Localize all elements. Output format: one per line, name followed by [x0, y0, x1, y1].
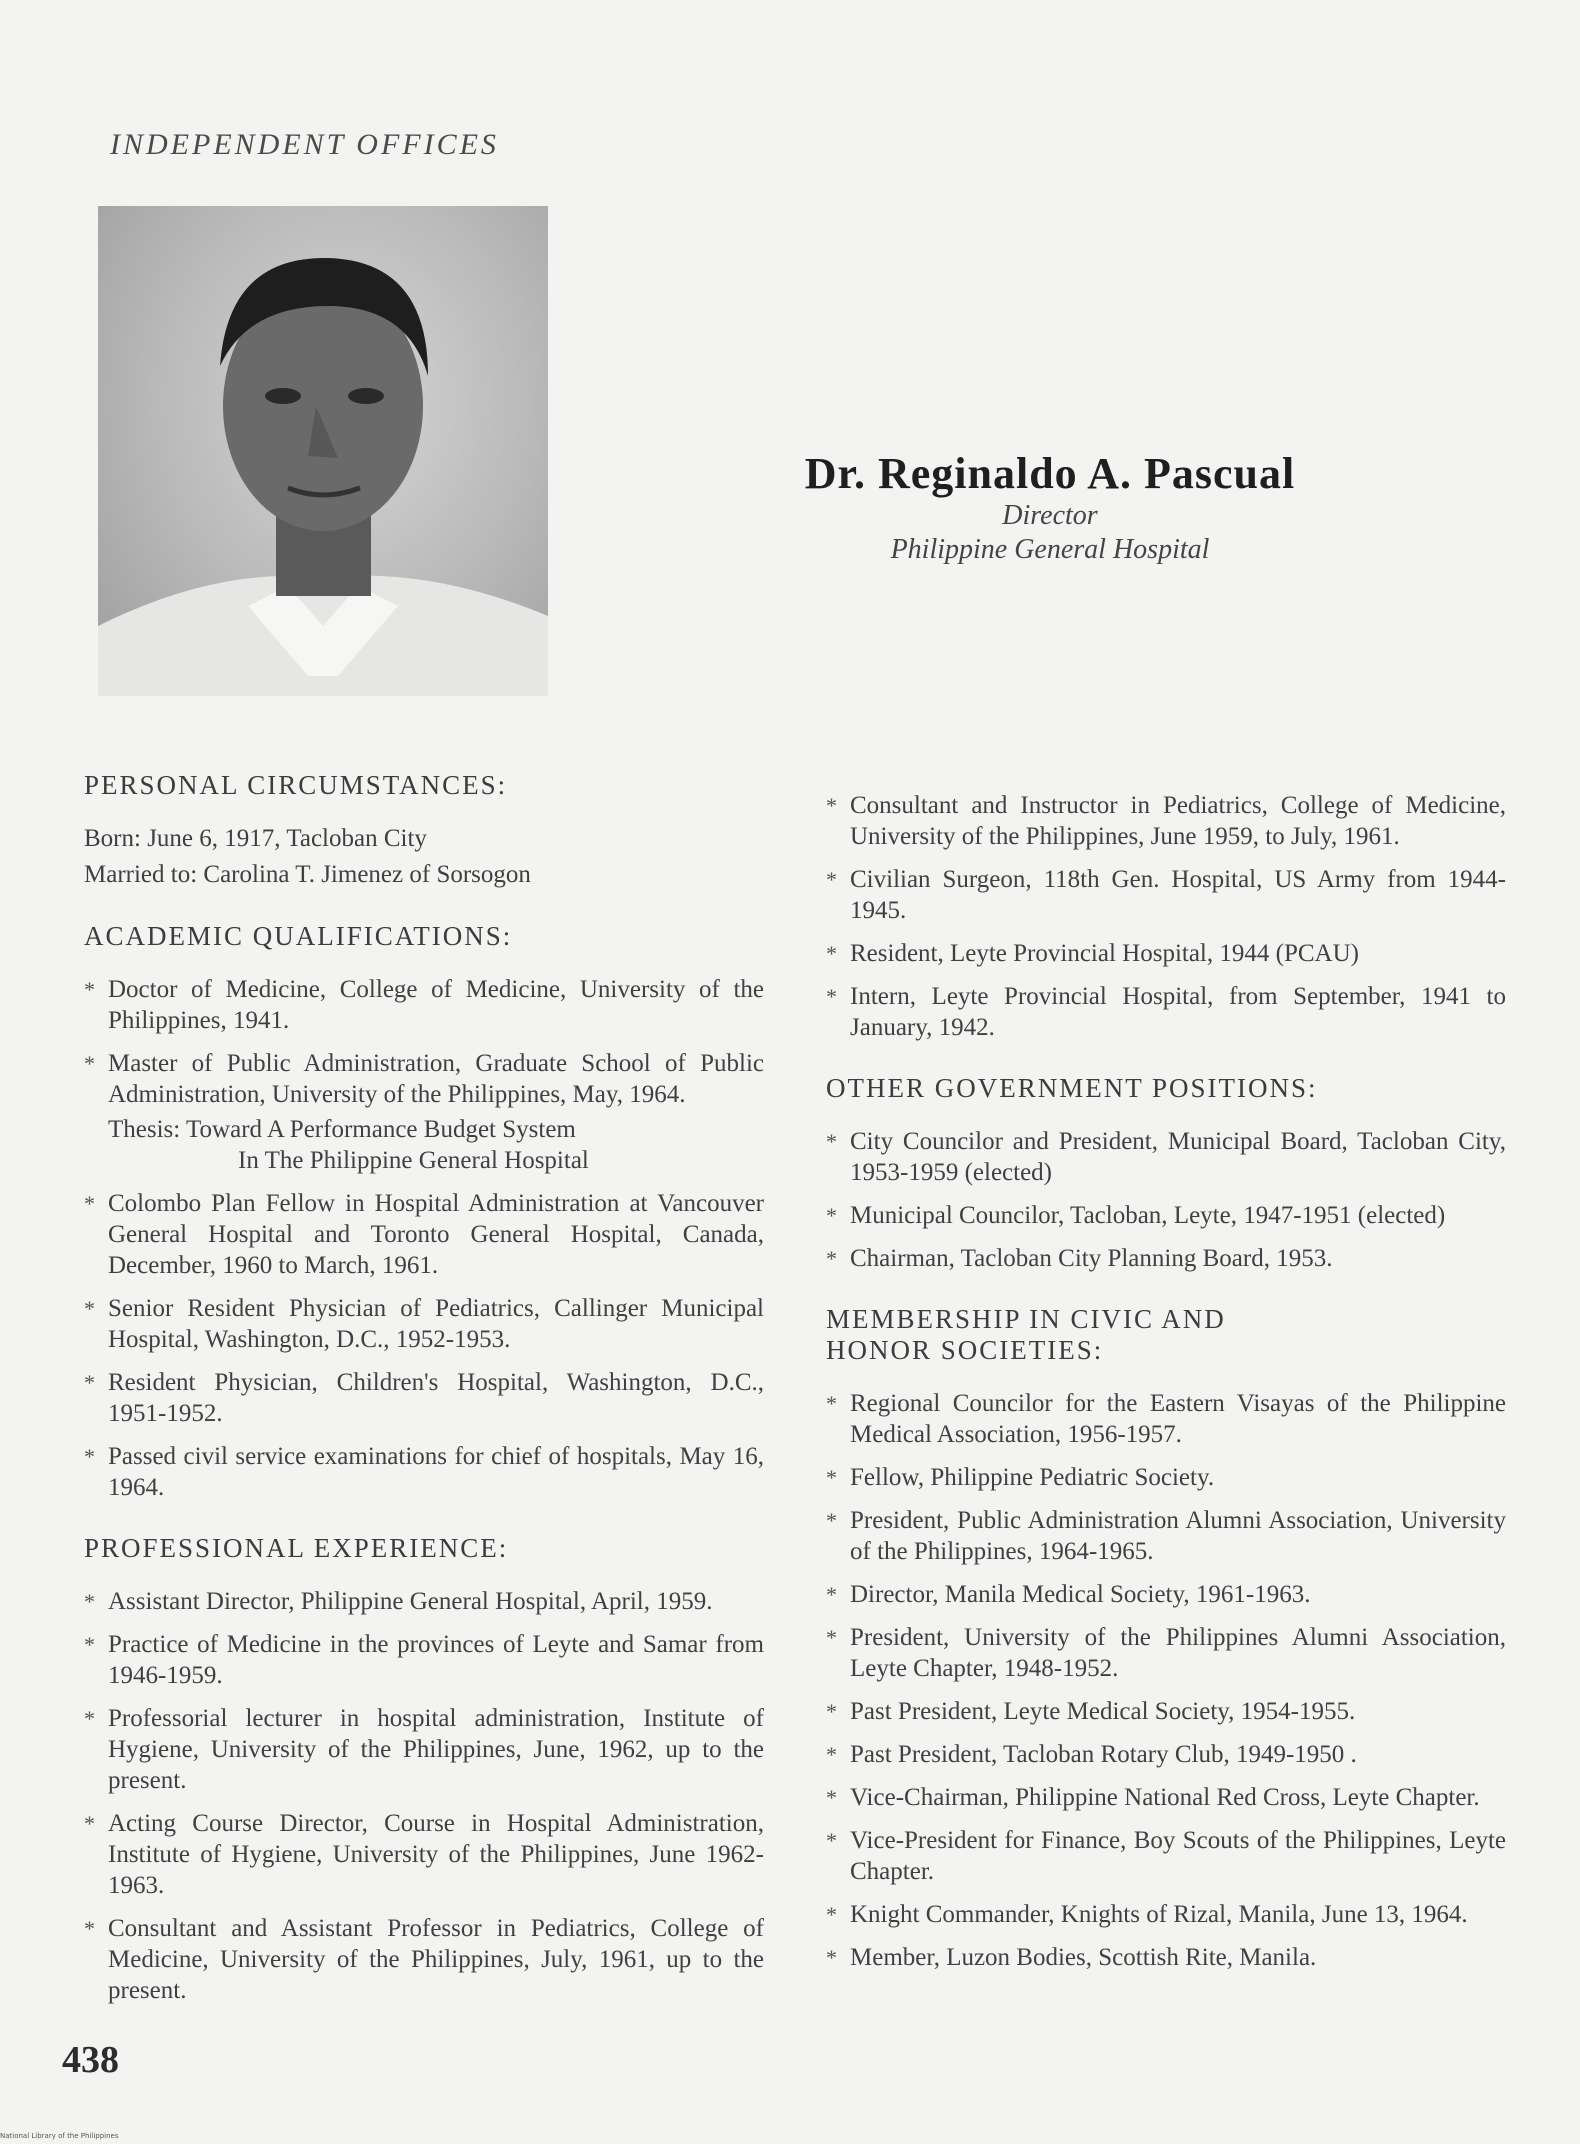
list-item: * Assistant Director, Philippine General Hospital, April, 1959. — [84, 1586, 764, 1617]
list-item: * Consultant and Instructor in Pediatrics, College of Medicine, University of the Philippines, June 1959, to July, 1961. — [826, 790, 1506, 852]
list-item: * Regional Councilor for the Eastern Visayas of the Philippine Medical Association, 1956-1957. — [826, 1388, 1506, 1450]
thesis-label: Thesis: Toward A Performance Budget System — [108, 1116, 576, 1143]
list-item: * City Councilor and President, Municipal Board, Tacloban City, 1953-1959 (elected) — [826, 1126, 1506, 1188]
section-heading-academic: ACADEMIC QUALIFICATIONS: — [84, 921, 513, 951]
list-item: * Doctor of Medicine, College of Medicine, University of the Philippines, 1941. — [84, 974, 764, 1036]
footer-credit: National Library of the Philippines — [0, 2132, 119, 2140]
list-item: * Passed civil service examinations for chief of hospitals, May 16, 1964. — [84, 1441, 764, 1503]
list-item: * Civilian Surgeon, 118th Gen. Hospital, US Army from 1944-1945. — [826, 864, 1506, 926]
list-item: * Knight Commander, Knights of Rizal, Manila, June 13, 1964. — [826, 1899, 1506, 1930]
list-item: * President, Public Administration Alumni Association, University of the Philippines, 1964-1965. — [826, 1505, 1506, 1567]
section-heading-personal: PERSONAL CIRCUMSTANCES: — [84, 770, 508, 800]
profile-block — [770, 448, 1330, 567]
list-item: * Master of Public Administration, Graduate School of Public Administration, University of the Philippines, May, 1964. — [84, 1048, 764, 1110]
married-line: Married to: Carolina T. Jimenez of Sorsogon — [84, 861, 531, 888]
academic-list — [84, 974, 764, 1503]
list-item: * Resident, Leyte Provincial Hospital, 1944 (PCAU) — [826, 938, 1506, 969]
profile-name: Dr. Reginaldo A. Pascual — [804, 449, 1296, 498]
list-item: * Vice-Chairman, Philippine National Red Cross, Leyte Chapter. — [826, 1782, 1506, 1813]
list-item: * President, University of the Philippines Alumni Association, Leyte Chapter, 1948-1952. — [826, 1622, 1506, 1684]
list-item: * Past President, Leyte Medical Society, 1954-1955. — [826, 1696, 1506, 1727]
thesis-note — [84, 1114, 764, 1176]
left-column — [84, 770, 764, 2036]
government-list — [826, 1126, 1506, 1274]
list-item: * Resident Physician, Children's Hospital, Washington, D.C., 1951-1952. — [84, 1367, 764, 1429]
membership-list — [826, 1388, 1506, 1973]
list-item: * Consultant and Assistant Professor in Pediatrics, College of Medicine, University of the Philippines, July, 1961, up to the present. — [84, 1913, 764, 2006]
page-number: 438 — [62, 2039, 119, 2081]
list-item: * Municipal Councilor, Tacloban, Leyte, 1947-1951 (elected) — [826, 1200, 1506, 1231]
running-header: INDEPENDENT OFFICES — [110, 128, 499, 161]
list-item: * Vice-President for Finance, Boy Scouts of the Philippines, Leyte Chapter. — [826, 1825, 1506, 1887]
profile-title: Director — [1002, 500, 1098, 531]
profile-office: Philippine General Hospital — [890, 534, 1210, 565]
professional-list-right — [826, 790, 1506, 1043]
list-item: * Director, Manila Medical Society, 1961-1963. — [826, 1579, 1506, 1610]
list-item: * Professorial lecturer in hospital administration, Institute of Hygiene, University of the Philippines, June, 1962, up to the present. — [84, 1703, 764, 1796]
section-heading-government: OTHER GOVERNMENT POSITIONS: — [826, 1073, 1318, 1103]
list-item: * Intern, Leyte Provincial Hospital, from September, 1941 to January, 1942. — [826, 981, 1506, 1043]
thesis-continuation: In The Philippine General Hospital — [238, 1147, 589, 1174]
list-item: * Practice of Medicine in the provinces of Leyte and Samar from 1946-1959. — [84, 1629, 764, 1691]
born-line: Born: June 6, 1917, Tacloban City — [84, 825, 427, 852]
list-item: * Acting Course Director, Course in Hospital Administration, Institute of Hygiene, University of the Philippines, June 1962-1963. — [84, 1808, 764, 1901]
portrait-illustration — [98, 206, 548, 696]
list-item: * Fellow, Philippine Pediatric Society. — [826, 1462, 1506, 1493]
section-heading-membership-cont: HONOR SOCIETIES: — [826, 1335, 1104, 1365]
section-heading-membership: MEMBERSHIP IN CIVIC AND — [826, 1304, 1226, 1334]
list-item: * Senior Resident Physician of Pediatrics, Callinger Municipal Hospital, Washington, D.C., 1952-1953. — [84, 1293, 764, 1355]
professional-list-left — [84, 1586, 764, 2006]
list-item: * Member, Luzon Bodies, Scottish Rite, Manila. — [826, 1942, 1506, 1973]
portrait-photo — [98, 206, 548, 696]
list-item: * Chairman, Tacloban City Planning Board, 1953. — [826, 1243, 1506, 1274]
right-column — [826, 790, 1506, 2003]
list-item: * Colombo Plan Fellow in Hospital Administration at Vancouver General Hospital and Toronto General Hospital, Canada, December, 1960 to March, 1961. — [84, 1188, 764, 1281]
section-heading-professional: PROFESSIONAL EXPERIENCE: — [84, 1533, 509, 1563]
list-item: * Past President, Tacloban Rotary Club, 1949-1950 . — [826, 1739, 1506, 1770]
